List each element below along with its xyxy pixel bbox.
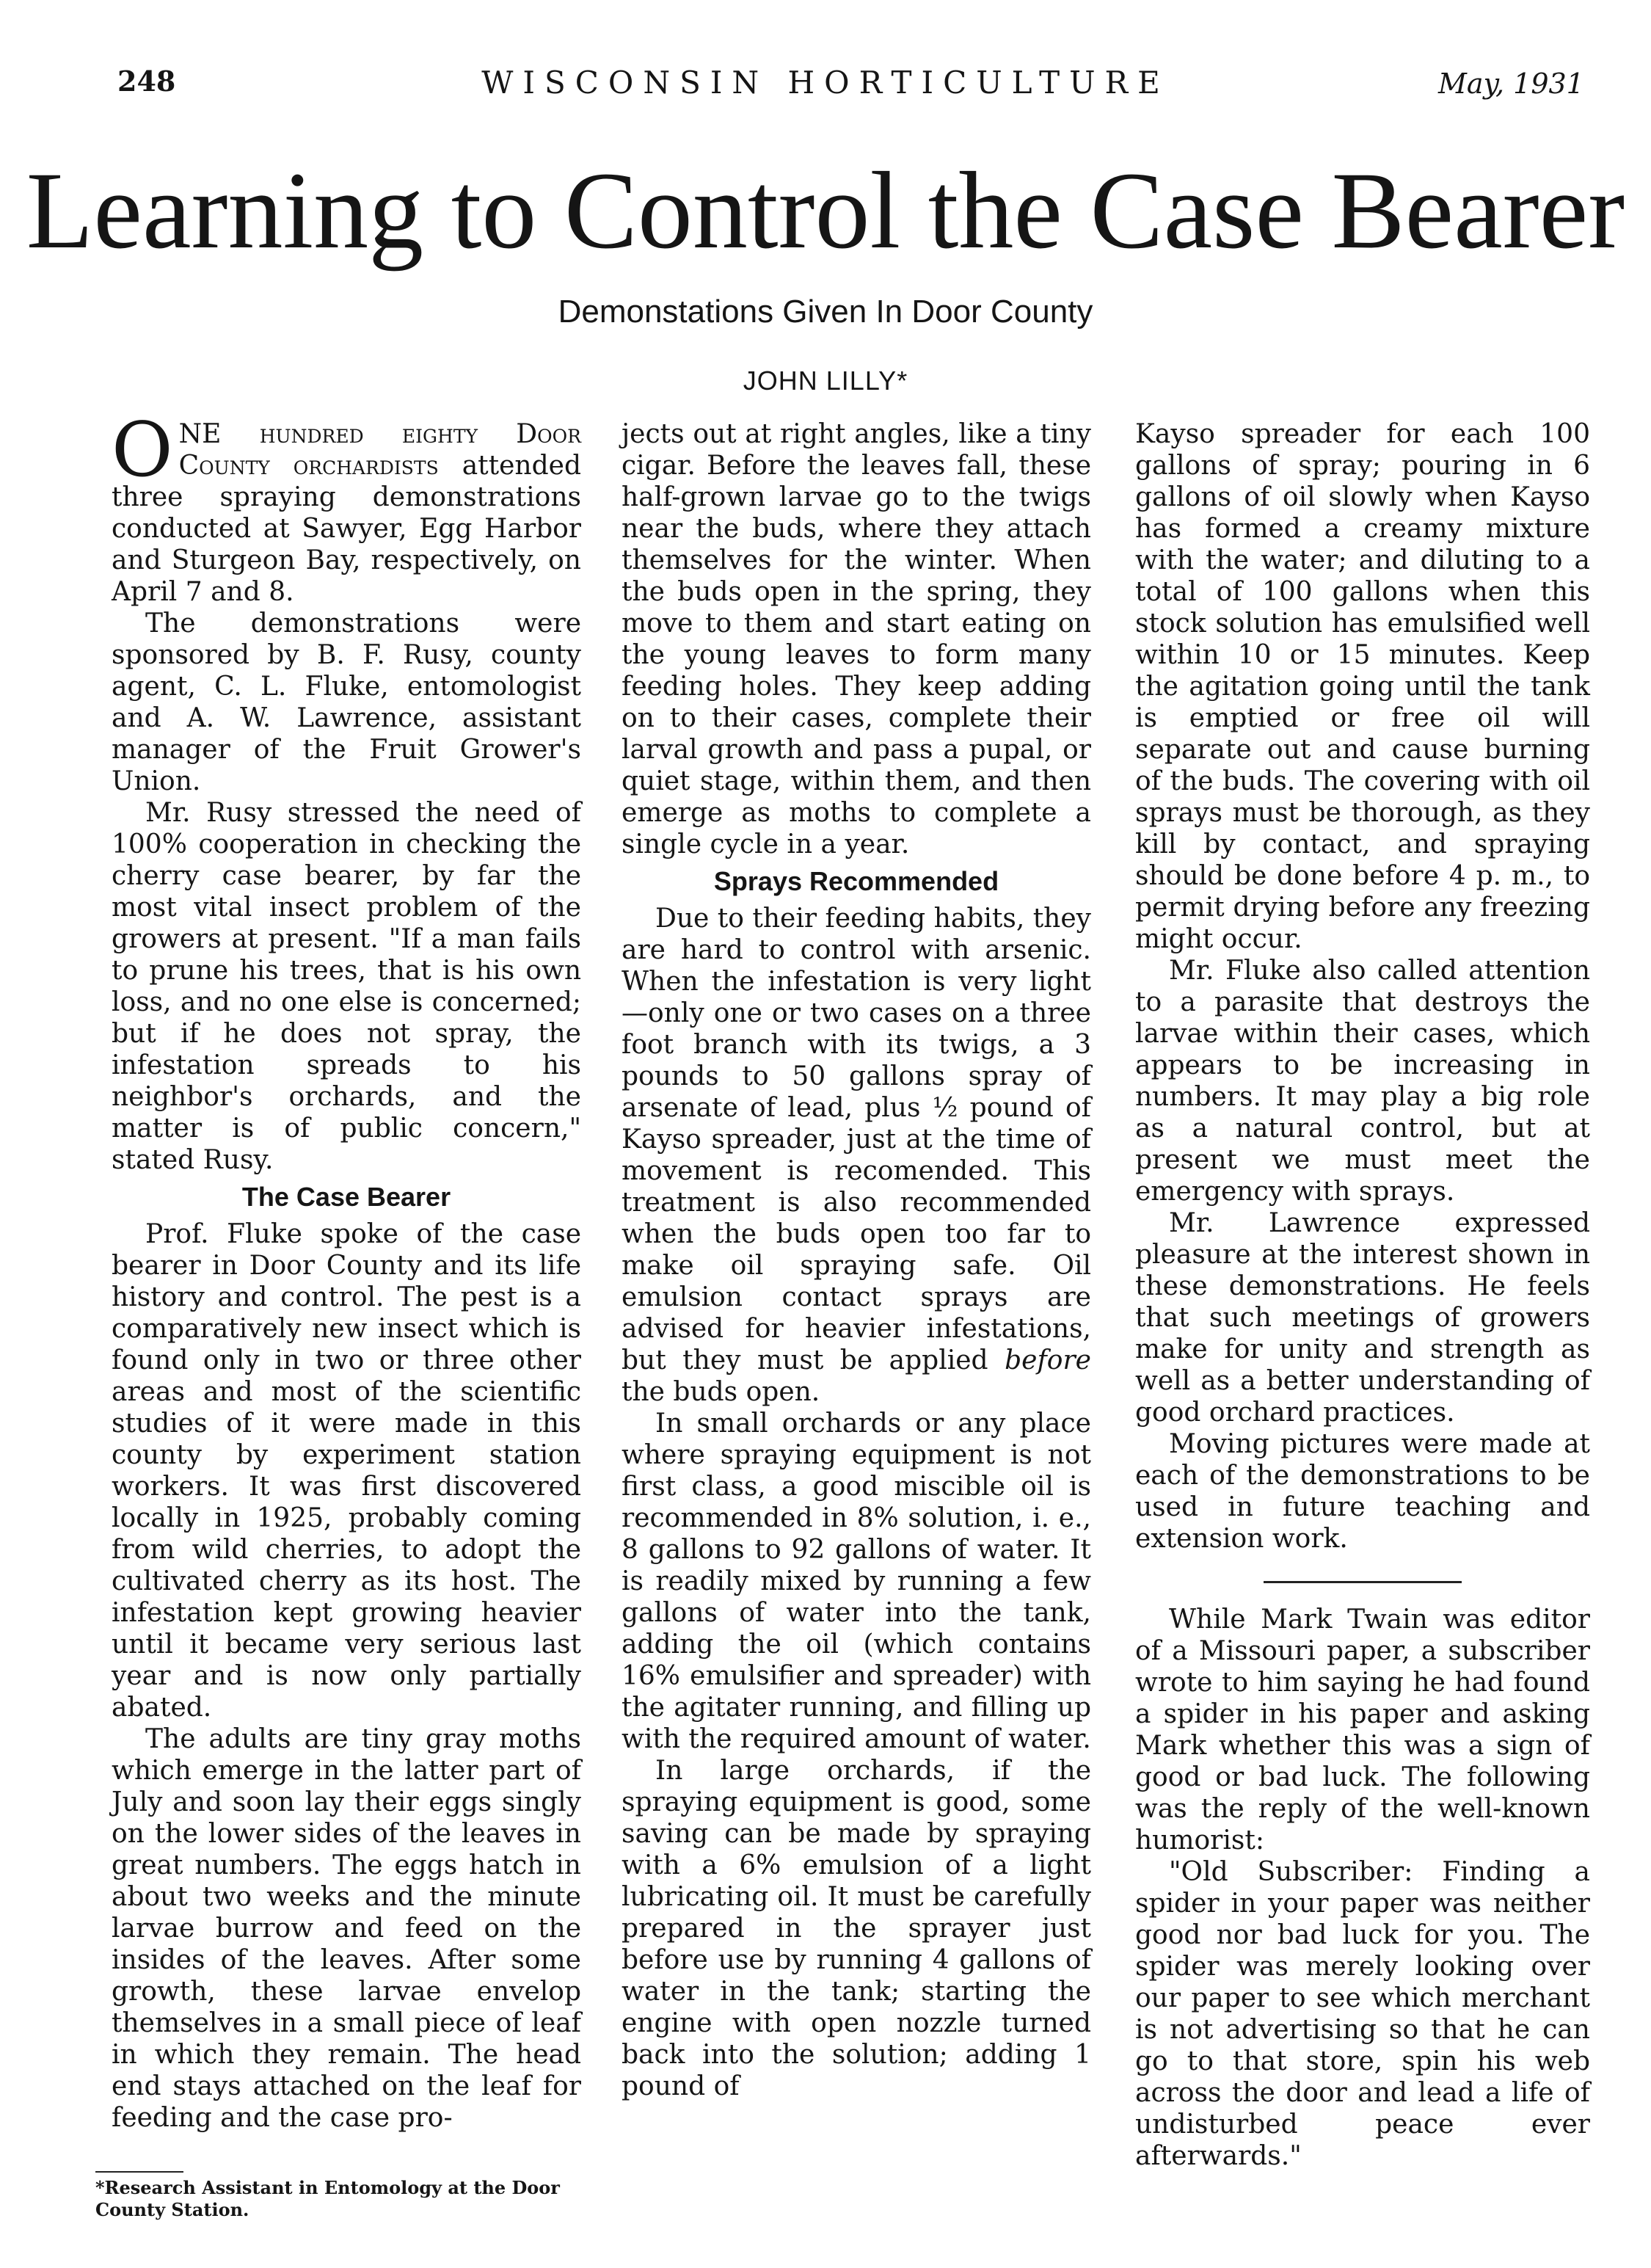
paragraph: The adults are tiny gray moths which emerge in the latter part of July and soon lay their eggs singly on the lower sides of the leaves in great numbers. The eggs hatch in about two weeks and the minute larvae burrow and feed on the insides of the leaves. After some growth, these larvae envelop themselves in a small piece of leaf in which they remain. The head end stays attached on the leaf for feeding and the case pro-: [112, 1724, 581, 2133]
author-byline: JOHN LILLY*: [743, 366, 908, 396]
issue-date: May, 1931: [1438, 68, 1584, 100]
section-heading: The Case Bearer: [241, 1182, 451, 1212]
paragraph: Kayso spreader for each 100 gallons of spray; pouring in 6 gallons of oil slowly when Kayso has formed a creamy mixture with the water; and diluting to a total of 100 gallons when this stock solution has emulsified well within 10 or 15 minutes. Keep the agitation going until the tank is emptied or free oil will separate out and cause burning of the buds. The covering with oil sprays must be thorough, as they kill by contact, and spraying should be done before 4 p. m., to permit drying before any freezing might occur.: [1135, 419, 1590, 954]
column-1: [112, 407, 581, 2134]
section-divider: [1264, 1581, 1462, 1583]
footnote: *Research Assistant in Entomology at the Door County Station.: [95, 2177, 560, 2220]
lead-in-small-caps: NE hundred eighty Door County orchardists: [178, 419, 581, 481]
paragraph: In large orchards, if the spraying equipment is good, some saving can be made by spraying with a 6% emulsion of a light lubricating oil. It must be carefully prepared in the sprayer just before use by running 4 gallons of water in the tank; starting the engine with open nozzle turned back into the solution; adding 1 pound of: [622, 1756, 1091, 2101]
paragraph: Mr. Lawrence expressed pleasure at the interest shown in these demonstrations. He feels that such meetings of growers make for unity and strength as well as a better understanding of good orchard practices.: [1135, 1208, 1590, 1428]
column-2: [622, 418, 1091, 2102]
section-heading: Sprays Recommended: [713, 866, 999, 896]
running-header: [0, 65, 1651, 109]
paragraph: [622, 903, 1091, 1408]
drop-cap: O: [112, 407, 173, 494]
article-title: Learning to Control the Case Bearer: [26, 150, 1625, 272]
paragraph: Moving pictures were made at each of the demonstrations to be used in future teaching and extension work.: [1135, 1429, 1590, 1554]
paragraph-text: the buds open.: [622, 1377, 820, 1407]
paragraph-text: attended three spraying demonstrations conducted at Sawyer, Egg Harbor and Sturgeon Bay, respectively, on April 7 and 8.: [112, 451, 581, 607]
paragraph-text: Due to their feeding habits, they are hard to control with arsenic. When the infestation is very light—only one or two cases on a three foot branch with its twigs, a 3 pounds to 50 gallons spray of arsenate of lead, plus ½ pound of Kayso spreader, just at the time of movement is recomended. This treatment is also recommended when the buds open too far to make oil spraying safe. Oil emulsion contact sprays are advised for heavier infestations, but they must be applied: [622, 904, 1091, 1375]
paragraph: [112, 407, 581, 608]
paragraph: The demonstrations were sponsored by B. F. Rusy, county agent, C. L. Fluke, entomologist and A. W. Lawrence, assistant manager of the Fruit Grower's Union.: [112, 608, 581, 796]
paragraph: Mr. Rusy stressed the need of 100% cooperation in checking the cherry case bearer, by far the most vital insect problem of the growers at present. "If a man fails to prune his trees, that is his own loss, and no one else is concerned; but if he does not spray, the infestation spreads to his neighbor's orchards, and the matter is of public concern," stated Rusy.: [112, 798, 581, 1175]
emphasis: before: [1005, 1345, 1091, 1375]
paragraph: "Old Subscriber: Finding a spider in your paper was neither good nor bad luck for you. The spider was merely looking over our paper to see which merchant is not advertising so that he can go to that store, spin his web across the door and lead a life of undisturbed peace ever afterwards.": [1135, 1857, 1590, 2171]
column-3: [1135, 418, 1590, 2172]
paragraph: Prof. Fluke spoke of the case bearer in Door County and its life history and control. The pest is a comparatively new insect which is found only in two or three other areas and most of the scientific studies of it were made in this county by experiment station workers. It was first discovered locally in 1925, probably coming from wild cherries, to adopt the cultivated cherry as its host. The infestation kept growing heavier until it became very serious last year and is now only partially abated.: [112, 1219, 581, 1723]
paragraph: jects out at right angles, like a tiny cigar. Before the leaves fall, these half-grown larvae go to the twigs near the buds, where they attach themselves for the winter. When the buds open in the spring, they move to them and start eating on the young leaves to form many feeding holes. They keep adding on to their cases, complete their larval growth and pass a pupal, or quiet stage, within them, and then emerge as moths to complete a single cycle in a year.: [622, 419, 1091, 859]
journal-title: WISCONSIN HORTICULTURE: [481, 65, 1170, 101]
paragraph: Mr. Fluke also called attention to a parasite that destroys the larvae within their cases, which appears to be increasing in numbers. It may play a big role as a natural control, but at present we must meet the emergency with sprays.: [1135, 956, 1590, 1207]
paragraph: While Mark Twain was editor of a Missouri paper, a subscriber wrote to him saying he had found a spider in his paper and asking Mark whether this was a sign of good or bad luck. The following was the reply of the well-known humorist:: [1135, 1604, 1590, 1856]
footnote-rule: [95, 2171, 183, 2173]
article-subtitle: Demonstations Given In Door County: [558, 294, 1093, 330]
paragraph: In small orchards or any place where spraying equipment is not first class, a good miscible oil is recommended in 8% solution, i. e., 8 gallons to 92 gallons of water. It is readily mixed by running a few gallons of water into the tank, adding the oil (which contains 16% emulsifier and spreader) with the agitater running, and filling up with the required amount of water.: [622, 1409, 1091, 1754]
page-number: 248: [117, 65, 176, 98]
